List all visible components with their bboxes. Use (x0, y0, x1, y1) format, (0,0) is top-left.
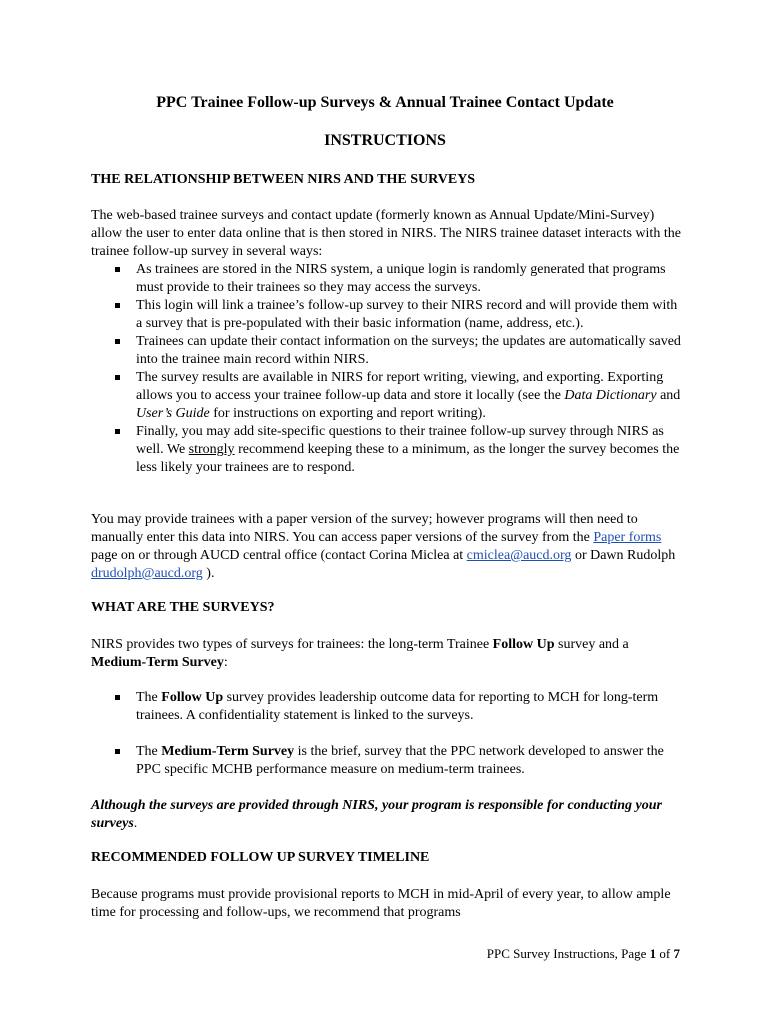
square-bullet-icon (115, 267, 120, 272)
page-number: 1 (649, 946, 657, 961)
square-bullet-icon (115, 749, 120, 754)
page-total: 7 (673, 946, 680, 961)
email-link-cmiclea[interactable]: cmiclea@aucd.org (466, 548, 572, 563)
list-item: The Medium-Term Survey is the brief, survey that the PPC network developed to answer the PPC specific MCHB performance measure on medium-term trainees. (91, 743, 681, 779)
section-heading-surveys: WHAT ARE THE SURVEYS? (91, 600, 275, 615)
page-footer: PPC Survey Instructions, Page 1 of 7 (486, 946, 680, 961)
paper-version-paragraph: You may provide trainees with a paper version of the survey; however programs will then need to manually enter this data into NIRS. You can access paper versions of the survey from the Paper forms page on or through AUCD central office (contact Corina Miclea at cmiclea@aucd.org or Dawn Rudolph drudolph@aucd.org ). (91, 512, 676, 581)
list-item: As trainees are stored in the NIRS system, a unique login is randomly generated that programs must provide to their trainees so they may access the surveys. (91, 261, 681, 297)
timeline-paragraph: Because programs must provide provisional reports to MCH in mid-April of every year, to allow ample time for processing and follow-ups, we recommend that programs (91, 887, 671, 920)
paper-forms-link[interactable]: Paper forms (593, 530, 662, 545)
relationship-bullet-list (91, 261, 681, 477)
data-dictionary-title: Data Dictionary (564, 388, 657, 403)
list-item: The survey results are available in NIRS for report writing, viewing, and exporting. Exporting allows you to access your trainee follow-up data and store it locally (see the Data Dictionary and User’s Guide for instructions on exporting and report writing). (91, 369, 681, 423)
responsibility-note: Although the surveys are provided through NIRS, your program is responsible for conducting your surveys. (91, 798, 662, 831)
list-item: Trainees can update their contact information on the surveys; the updates are automatically saved into the trainee main record within NIRS. (91, 333, 681, 369)
square-bullet-icon (115, 303, 120, 308)
list-item: The Follow Up survey provides leadership outcome data for reporting to MCH for long-term trainees. A confidentiality statement is linked to the surveys. (91, 689, 681, 725)
list-item: This login will link a trainee’s follow-up survey to their NIRS record and will provide them with a survey that is pre-populated with their basic information (name, address, etc.). (91, 297, 681, 333)
surveys-intro: NIRS provides two types of surveys for trainees: the long-term Trainee Follow Up survey and a Medium-Term Survey: (91, 637, 629, 670)
section-heading-relationship: THE RELATIONSHIP BETWEEN NIRS AND THE SURVEYS (91, 172, 476, 187)
square-bullet-icon (115, 429, 120, 434)
list-item: Finally, you may add site-specific questions to their trainee follow-up survey through NIRS as well. We strongly recommend keeping these to a minimum, as the longer the survey becomes the less likely your trainees are to respond. (91, 423, 681, 477)
section-heading-timeline: RECOMMENDED FOLLOW UP SURVEY TIMELINE (91, 850, 430, 865)
relationship-intro: The web-based trainee surveys and contact update (formerly known as Annual Update/Mini-Survey) allow the user to enter data online that is then stored in NIRS. The NIRS trainee dataset interacts with the trainee follow-up survey in several ways: (91, 208, 681, 259)
emphasis-strongly: strongly (188, 442, 235, 457)
square-bullet-icon (115, 375, 120, 380)
square-bullet-icon (115, 695, 120, 700)
email-link-drudolph[interactable]: drudolph@aucd.org (91, 566, 203, 581)
document-title: PPC Trainee Follow-up Surveys & Annual Trainee Contact Update (156, 94, 614, 111)
square-bullet-icon (115, 339, 120, 344)
document-subtitle: INSTRUCTIONS (324, 132, 446, 149)
users-guide-title: User’s Guide (136, 406, 210, 421)
